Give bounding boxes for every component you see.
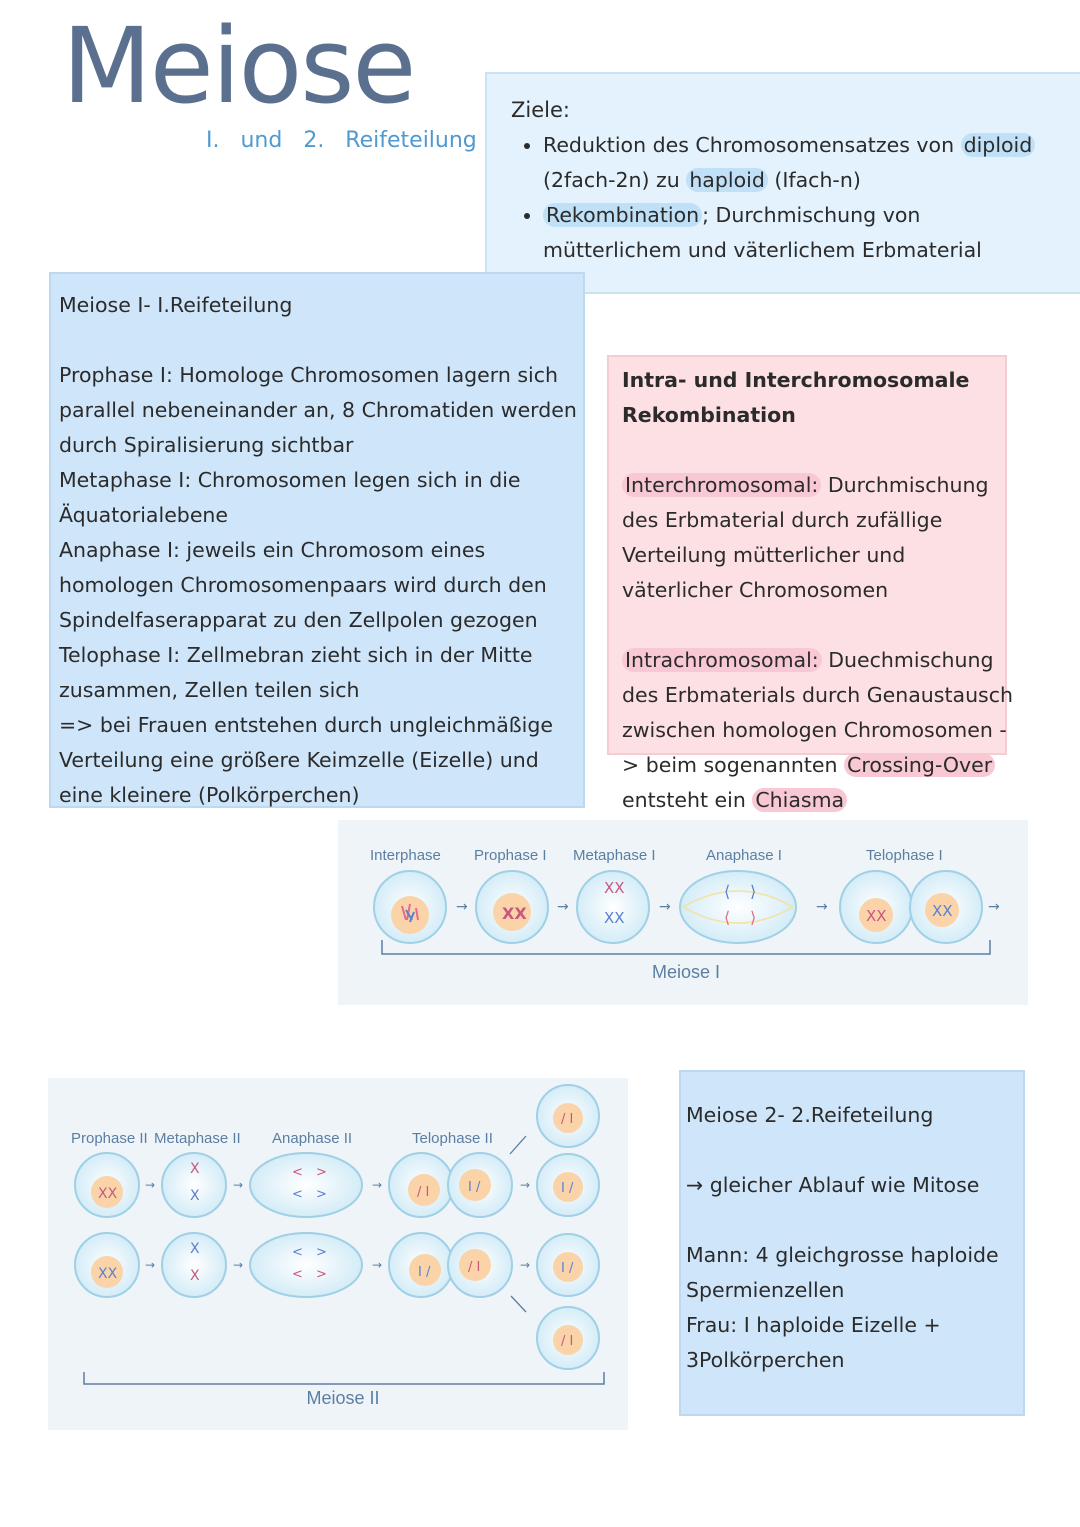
label-telophase2: Telophase II xyxy=(412,1130,493,1147)
svg-text:I /: I / xyxy=(468,1180,481,1195)
svg-text:→: → xyxy=(372,1258,383,1272)
meiose1-box xyxy=(49,272,585,808)
svg-text:XX: XX xyxy=(502,904,527,923)
row-top xyxy=(75,1085,599,1217)
svg-text:/ I: / I xyxy=(417,1185,430,1200)
meiose1-diagram-svg xyxy=(338,820,1028,1005)
meiose2-diagram-svg xyxy=(48,1078,628,1430)
highlight-haploid: haploid xyxy=(686,168,768,192)
label-interphase: Interphase xyxy=(370,847,441,864)
svg-text:<: < xyxy=(292,1267,303,1282)
svg-text:⟩: ⟩ xyxy=(750,908,757,927)
meiose2-box xyxy=(679,1070,1025,1416)
svg-text:>: > xyxy=(316,1267,327,1282)
prophase1-text: Prophase I: Homologe Chromosomen lagern sich parallel nebeneinander an, 8 Chromatiden werden durch Spiralisierung sichtbar xyxy=(59,363,577,457)
goal-text: Reduktion des Chromosomensatzes von xyxy=(543,133,961,157)
svg-text:I /: I / xyxy=(561,1181,574,1196)
goal-item xyxy=(543,128,1063,198)
svg-text:/ I: / I xyxy=(561,1334,574,1349)
caption-meiose2: Meiose II xyxy=(306,1388,380,1408)
rekombination-heading: Intra- und Interchromosomale Rekombination xyxy=(622,368,970,427)
svg-text:>: > xyxy=(316,1245,327,1260)
anaphase1-text: Anaphase I: jeweils ein Chromosom eines homologen Chromosomenpaars wird durch den Spindelfaserapparat zu den Zellpolen gezogen xyxy=(59,538,547,632)
svg-text:>: > xyxy=(316,1187,327,1202)
label-telophase1: Telophase I xyxy=(866,847,943,864)
label-metaphase1: Metaphase I xyxy=(573,847,656,864)
metaphase1-text: Metaphase I: Chromosomen legen sich in die Äquatorialebene xyxy=(59,468,521,527)
spacer xyxy=(686,1133,1026,1168)
arrow: → xyxy=(816,899,828,915)
highlight-intrachromosomal: Intrachromosomal: xyxy=(622,648,822,672)
goal-text: (Ifach-n) xyxy=(767,168,861,192)
highlight-crossing-over: Crossing-Over xyxy=(844,753,995,777)
highlight-interchromosomal: Interchromosomal: xyxy=(622,473,821,497)
intra-paragraph xyxy=(622,643,1017,818)
spacer xyxy=(622,608,1017,643)
meiose2-line2: Mann: 4 gleichgrosse haploide Spermienzellen xyxy=(686,1243,999,1302)
goals-box xyxy=(485,72,1080,294)
svg-text:→: → xyxy=(145,1178,156,1192)
svg-text:XX: XX xyxy=(866,907,887,925)
arrow: → xyxy=(659,899,671,915)
meiose1-heading: Meiose I- I.Reifeteilung xyxy=(59,293,293,317)
telophase1-text: Telophase I: Zellmebran zieht sich in der Mitte zusammen, Zellen teilen sich xyxy=(59,643,533,702)
label-anaphase1: Anaphase I xyxy=(706,847,782,864)
svg-text:XX: XX xyxy=(604,909,625,927)
meiose1-note: => bei Frauen entstehen durch ungleichmäßige Verteilung eine größere Keimzelle (Eizelle) und eine kleinere (Polkörperchen) xyxy=(59,713,553,807)
svg-text:→: → xyxy=(520,1178,531,1192)
svg-text:X: X xyxy=(190,1188,200,1204)
meiose2-line3: Frau: I haploide Eizelle + 3Polkörperchen xyxy=(686,1313,941,1372)
cell-interphase xyxy=(374,871,446,943)
svg-text:X: X xyxy=(190,1241,200,1257)
svg-text:→: → xyxy=(520,1258,531,1272)
svg-text:→: → xyxy=(233,1258,244,1272)
svg-text:<: < xyxy=(292,1187,303,1202)
svg-text:<: < xyxy=(292,1165,303,1180)
svg-text:/ I: / I xyxy=(468,1260,481,1275)
inter-text: Durchmischung des Erbmaterial durch zufällige Verteilung mütterlicher und väterlicher Chromosomen xyxy=(622,473,989,602)
arrow: → xyxy=(456,899,468,915)
svg-text:>: > xyxy=(316,1165,327,1180)
svg-text:⟩: ⟩ xyxy=(750,882,757,901)
caption-meiose1: Meiose I xyxy=(651,962,721,982)
svg-text:→: → xyxy=(145,1258,156,1272)
meiose1-diagram xyxy=(338,820,1028,1005)
page-subtitle: I. und 2. Reifeteilung xyxy=(206,128,477,153)
goal-text: ; Durchmischung von mütterlichem und väterlichem Erbmaterial xyxy=(543,203,982,262)
highlight-diploid: diploid xyxy=(961,133,1036,157)
bracket xyxy=(84,1372,604,1384)
svg-text:X: X xyxy=(190,1161,200,1177)
page-title: Meiose xyxy=(62,5,415,127)
svg-text:<: < xyxy=(292,1245,303,1260)
highlight-chiasma: Chiasma xyxy=(752,788,847,812)
arrow: → xyxy=(988,899,1000,915)
goal-item xyxy=(543,198,1063,268)
intra-text: entsteht ein xyxy=(622,788,753,812)
cell-prophase1 xyxy=(476,871,548,943)
svg-text:⟨: ⟨ xyxy=(724,882,731,901)
label-anaphase2: Anaphase II xyxy=(272,1130,353,1147)
goals-list xyxy=(515,128,1063,268)
goals-heading: Ziele: xyxy=(511,98,570,122)
label-metaphase2: Metaphase II xyxy=(154,1130,241,1147)
svg-text:XX: XX xyxy=(98,1186,118,1202)
cell-metaphase1 xyxy=(577,871,649,943)
svg-text:XX: XX xyxy=(98,1266,118,1282)
spacer xyxy=(686,1203,1026,1238)
svg-text:⟨: ⟨ xyxy=(724,908,731,927)
goal-text: (2fach-2n) zu xyxy=(543,168,687,192)
meiose2-line1: → gleicher Ablauf wie Mitose xyxy=(686,1173,980,1197)
highlight-rekombination: Rekombination xyxy=(543,203,702,227)
svg-text:/ I: / I xyxy=(561,1112,574,1127)
intra-text: Duechmischung des Erbmaterials durch Genaustausch zwischen homologen Chromosomen -> beim sogenannten xyxy=(622,648,1014,777)
arrow: → xyxy=(557,899,569,915)
svg-text:I /: I / xyxy=(418,1265,431,1280)
svg-text:→: → xyxy=(233,1178,244,1192)
svg-text:XX: XX xyxy=(604,879,625,897)
rekombination-box xyxy=(607,355,1014,812)
cell-telophase1 xyxy=(840,871,982,943)
row-bottom xyxy=(75,1233,599,1369)
svg-text:I /: I / xyxy=(561,1261,574,1276)
meiose2-diagram xyxy=(48,1078,628,1430)
svg-text:→: → xyxy=(372,1178,383,1192)
spacer xyxy=(622,433,1017,468)
spacer xyxy=(59,323,583,358)
cell-anaphase1 xyxy=(680,871,796,943)
bracket xyxy=(382,940,990,954)
svg-text:XX: XX xyxy=(932,902,953,920)
inter-paragraph xyxy=(622,468,1017,608)
label-prophase1: Prophase I xyxy=(474,847,547,864)
meiose2-heading: Meiose 2- 2.Reifeteilung xyxy=(686,1103,934,1127)
svg-text:X: X xyxy=(190,1268,200,1284)
label-prophase2: Prophase II xyxy=(71,1130,148,1147)
